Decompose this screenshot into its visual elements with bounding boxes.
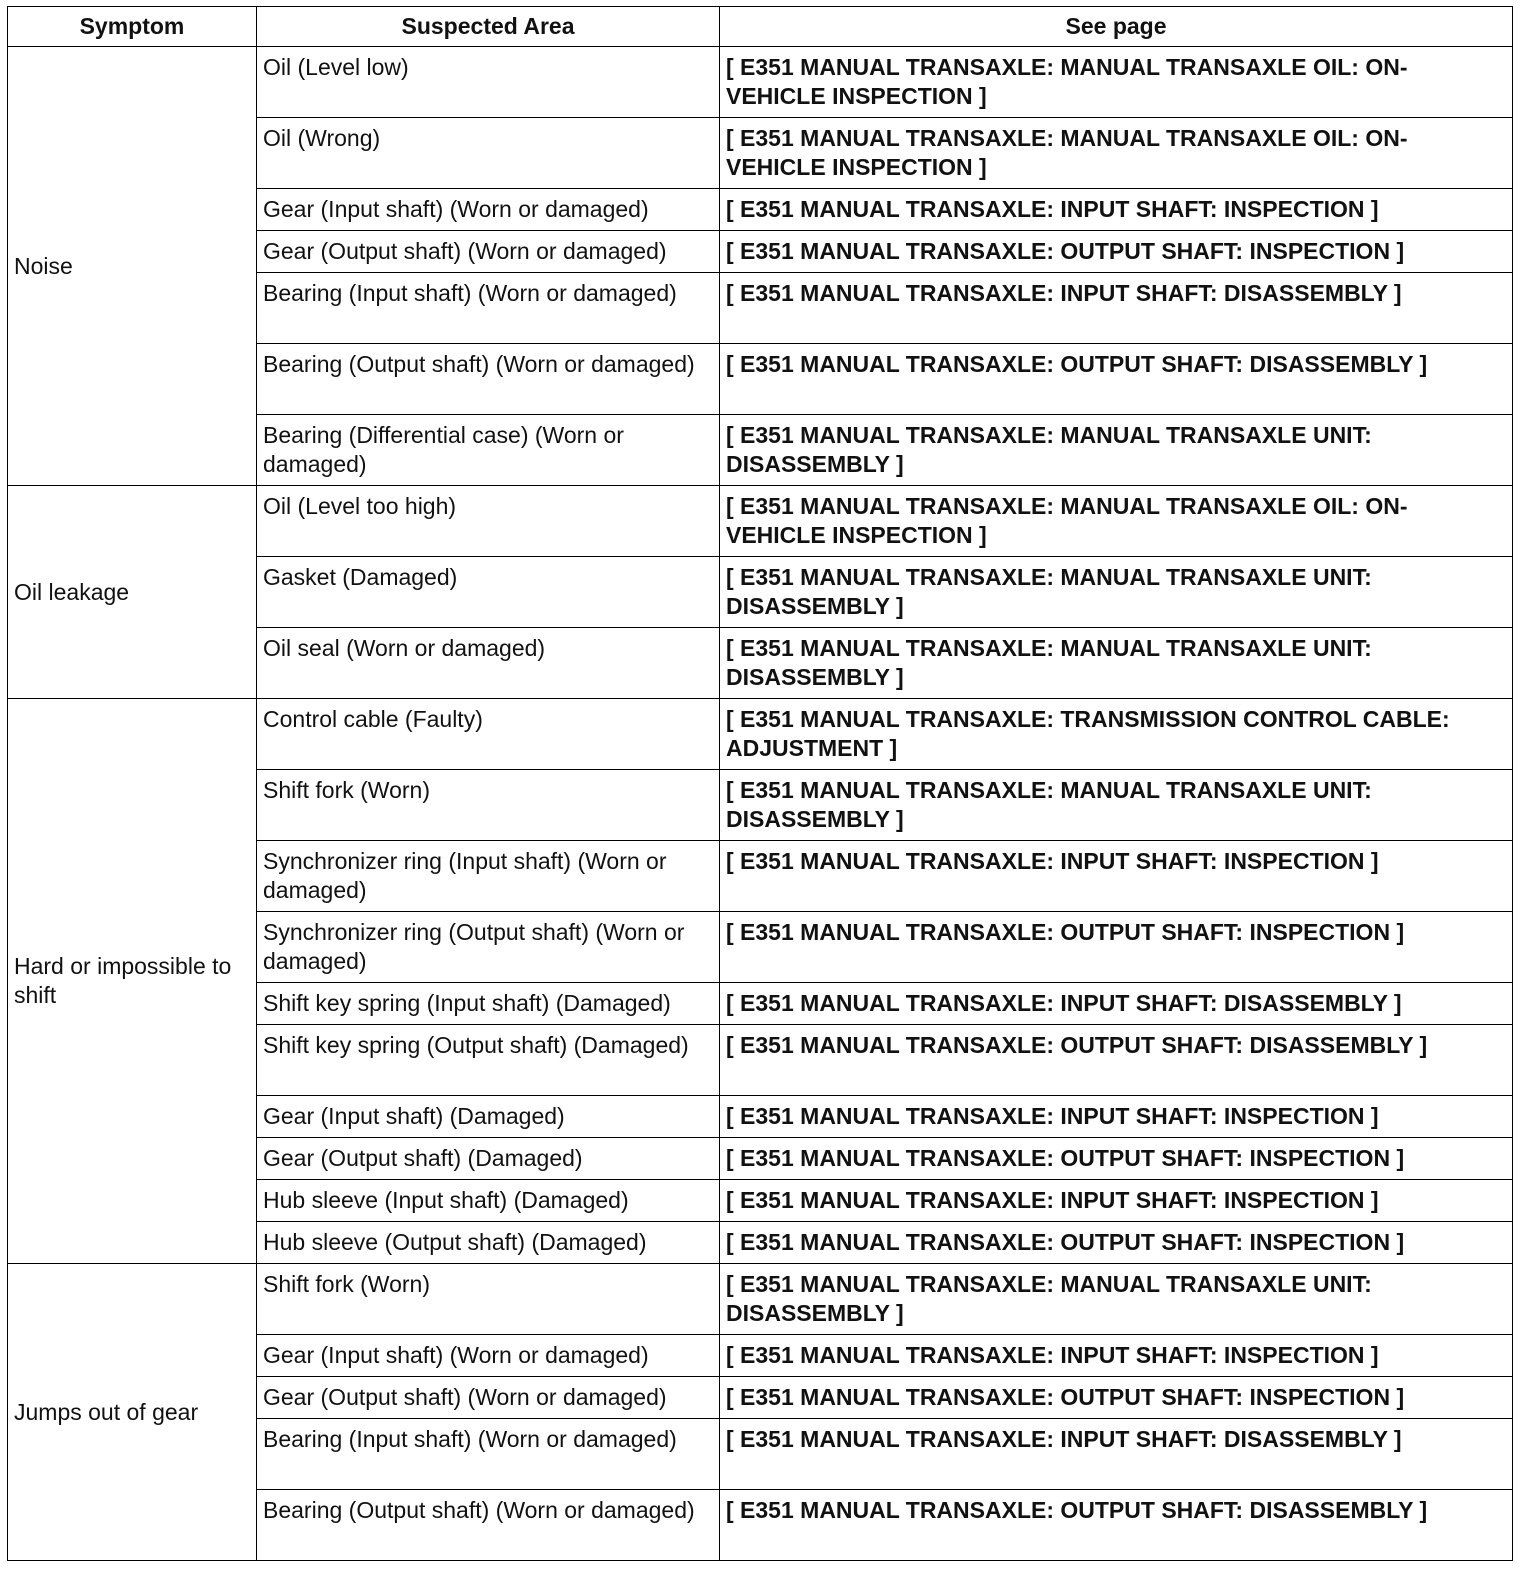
see-page-reference[interactable]: [ E351 MANUAL TRANSAXLE: OUTPUT SHAFT: DISASSEMBLY ] xyxy=(720,1490,1513,1561)
suspected-area-cell: Oil (Level too high) xyxy=(257,486,720,557)
see-page-reference[interactable]: [ E351 MANUAL TRANSAXLE: MANUAL TRANSAXLE UNIT: DISASSEMBLY ] xyxy=(720,557,1513,628)
suspected-area-cell: Gear (Input shaft) (Worn or damaged) xyxy=(257,1335,720,1377)
suspected-area-cell: Bearing (Differential case) (Worn or damaged) xyxy=(257,415,720,486)
suspected-area-cell: Bearing (Input shaft) (Worn or damaged) xyxy=(257,1419,720,1490)
see-page-reference[interactable]: [ E351 MANUAL TRANSAXLE: INPUT SHAFT: DISASSEMBLY ] xyxy=(720,273,1513,344)
header-see-page: See page xyxy=(720,7,1513,47)
table-row xyxy=(8,699,1513,770)
see-page-reference[interactable]: [ E351 MANUAL TRANSAXLE: OUTPUT SHAFT: DISASSEMBLY ] xyxy=(720,1025,1513,1096)
see-page-reference[interactable]: [ E351 MANUAL TRANSAXLE: MANUAL TRANSAXLE UNIT: DISASSEMBLY ] xyxy=(720,628,1513,699)
see-page-reference[interactable]: [ E351 MANUAL TRANSAXLE: OUTPUT SHAFT: INSPECTION ] xyxy=(720,1377,1513,1419)
suspected-area-cell: Shift fork (Worn) xyxy=(257,1264,720,1335)
suspected-area-cell: Gear (Output shaft) (Worn or damaged) xyxy=(257,231,720,273)
table-body xyxy=(8,47,1513,1561)
suspected-area-cell: Shift key spring (Output shaft) (Damaged) xyxy=(257,1025,720,1096)
symptom-cell: Hard or impossible to shift xyxy=(8,699,257,1264)
symptom-table xyxy=(7,6,1513,1561)
see-page-reference[interactable]: [ E351 MANUAL TRANSAXLE: OUTPUT SHAFT: DISASSEMBLY ] xyxy=(720,344,1513,415)
see-page-reference[interactable]: [ E351 MANUAL TRANSAXLE: MANUAL TRANSAXLE OIL: ON-VEHICLE INSPECTION ] xyxy=(720,47,1513,118)
see-page-reference[interactable]: [ E351 MANUAL TRANSAXLE: INPUT SHAFT: INSPECTION ] xyxy=(720,1096,1513,1138)
suspected-area-cell: Shift key spring (Input shaft) (Damaged) xyxy=(257,983,720,1025)
suspected-area-cell: Gear (Input shaft) (Worn or damaged) xyxy=(257,189,720,231)
suspected-area-cell: Oil seal (Worn or damaged) xyxy=(257,628,720,699)
table-header-row xyxy=(8,7,1513,47)
see-page-reference[interactable]: [ E351 MANUAL TRANSAXLE: OUTPUT SHAFT: INSPECTION ] xyxy=(720,1222,1513,1264)
see-page-reference[interactable]: [ E351 MANUAL TRANSAXLE: MANUAL TRANSAXLE UNIT: DISASSEMBLY ] xyxy=(720,770,1513,841)
see-page-reference[interactable]: [ E351 MANUAL TRANSAXLE: OUTPUT SHAFT: INSPECTION ] xyxy=(720,231,1513,273)
see-page-reference[interactable]: [ E351 MANUAL TRANSAXLE: MANUAL TRANSAXLE UNIT: DISASSEMBLY ] xyxy=(720,415,1513,486)
header-symptom: Symptom xyxy=(8,7,257,47)
suspected-area-cell: Bearing (Output shaft) (Worn or damaged) xyxy=(257,1490,720,1561)
suspected-area-cell: Gasket (Damaged) xyxy=(257,557,720,628)
see-page-reference[interactable]: [ E351 MANUAL TRANSAXLE: MANUAL TRANSAXLE UNIT: DISASSEMBLY ] xyxy=(720,1264,1513,1335)
suspected-area-cell: Gear (Output shaft) (Damaged) xyxy=(257,1138,720,1180)
suspected-area-cell: Shift fork (Worn) xyxy=(257,770,720,841)
suspected-area-cell: Control cable (Faulty) xyxy=(257,699,720,770)
see-page-reference[interactable]: [ E351 MANUAL TRANSAXLE: TRANSMISSION CONTROL CABLE: ADJUSTMENT ] xyxy=(720,699,1513,770)
symptom-cell: Jumps out of gear xyxy=(8,1264,257,1561)
troubleshooting-page xyxy=(7,6,1513,1561)
suspected-area-cell: Bearing (Input shaft) (Worn or damaged) xyxy=(257,273,720,344)
symptom-cell: Noise xyxy=(8,47,257,486)
see-page-reference[interactable]: [ E351 MANUAL TRANSAXLE: OUTPUT SHAFT: INSPECTION ] xyxy=(720,1138,1513,1180)
see-page-reference[interactable]: [ E351 MANUAL TRANSAXLE: INPUT SHAFT: INSPECTION ] xyxy=(720,1180,1513,1222)
see-page-reference[interactable]: [ E351 MANUAL TRANSAXLE: MANUAL TRANSAXLE OIL: ON-VEHICLE INSPECTION ] xyxy=(720,486,1513,557)
suspected-area-cell: Gear (Input shaft) (Damaged) xyxy=(257,1096,720,1138)
see-page-reference[interactable]: [ E351 MANUAL TRANSAXLE: OUTPUT SHAFT: INSPECTION ] xyxy=(720,912,1513,983)
see-page-reference[interactable]: [ E351 MANUAL TRANSAXLE: INPUT SHAFT: DISASSEMBLY ] xyxy=(720,983,1513,1025)
table-row xyxy=(8,486,1513,557)
suspected-area-cell: Oil (Wrong) xyxy=(257,118,720,189)
suspected-area-cell: Hub sleeve (Output shaft) (Damaged) xyxy=(257,1222,720,1264)
suspected-area-cell: Synchronizer ring (Output shaft) (Worn or damaged) xyxy=(257,912,720,983)
see-page-reference[interactable]: [ E351 MANUAL TRANSAXLE: INPUT SHAFT: INSPECTION ] xyxy=(720,841,1513,912)
table-row xyxy=(8,47,1513,118)
see-page-reference[interactable]: [ E351 MANUAL TRANSAXLE: MANUAL TRANSAXLE OIL: ON-VEHICLE INSPECTION ] xyxy=(720,118,1513,189)
suspected-area-cell: Synchronizer ring (Input shaft) (Worn or damaged) xyxy=(257,841,720,912)
suspected-area-cell: Oil (Level low) xyxy=(257,47,720,118)
see-page-reference[interactable]: [ E351 MANUAL TRANSAXLE: INPUT SHAFT: INSPECTION ] xyxy=(720,189,1513,231)
see-page-reference[interactable]: [ E351 MANUAL TRANSAXLE: INPUT SHAFT: INSPECTION ] xyxy=(720,1335,1513,1377)
suspected-area-cell: Bearing (Output shaft) (Worn or damaged) xyxy=(257,344,720,415)
header-suspected-area: Suspected Area xyxy=(257,7,720,47)
see-page-reference[interactable]: [ E351 MANUAL TRANSAXLE: INPUT SHAFT: DISASSEMBLY ] xyxy=(720,1419,1513,1490)
suspected-area-cell: Hub sleeve (Input shaft) (Damaged) xyxy=(257,1180,720,1222)
suspected-area-cell: Gear (Output shaft) (Worn or damaged) xyxy=(257,1377,720,1419)
table-row xyxy=(8,1264,1513,1335)
symptom-cell: Oil leakage xyxy=(8,486,257,699)
